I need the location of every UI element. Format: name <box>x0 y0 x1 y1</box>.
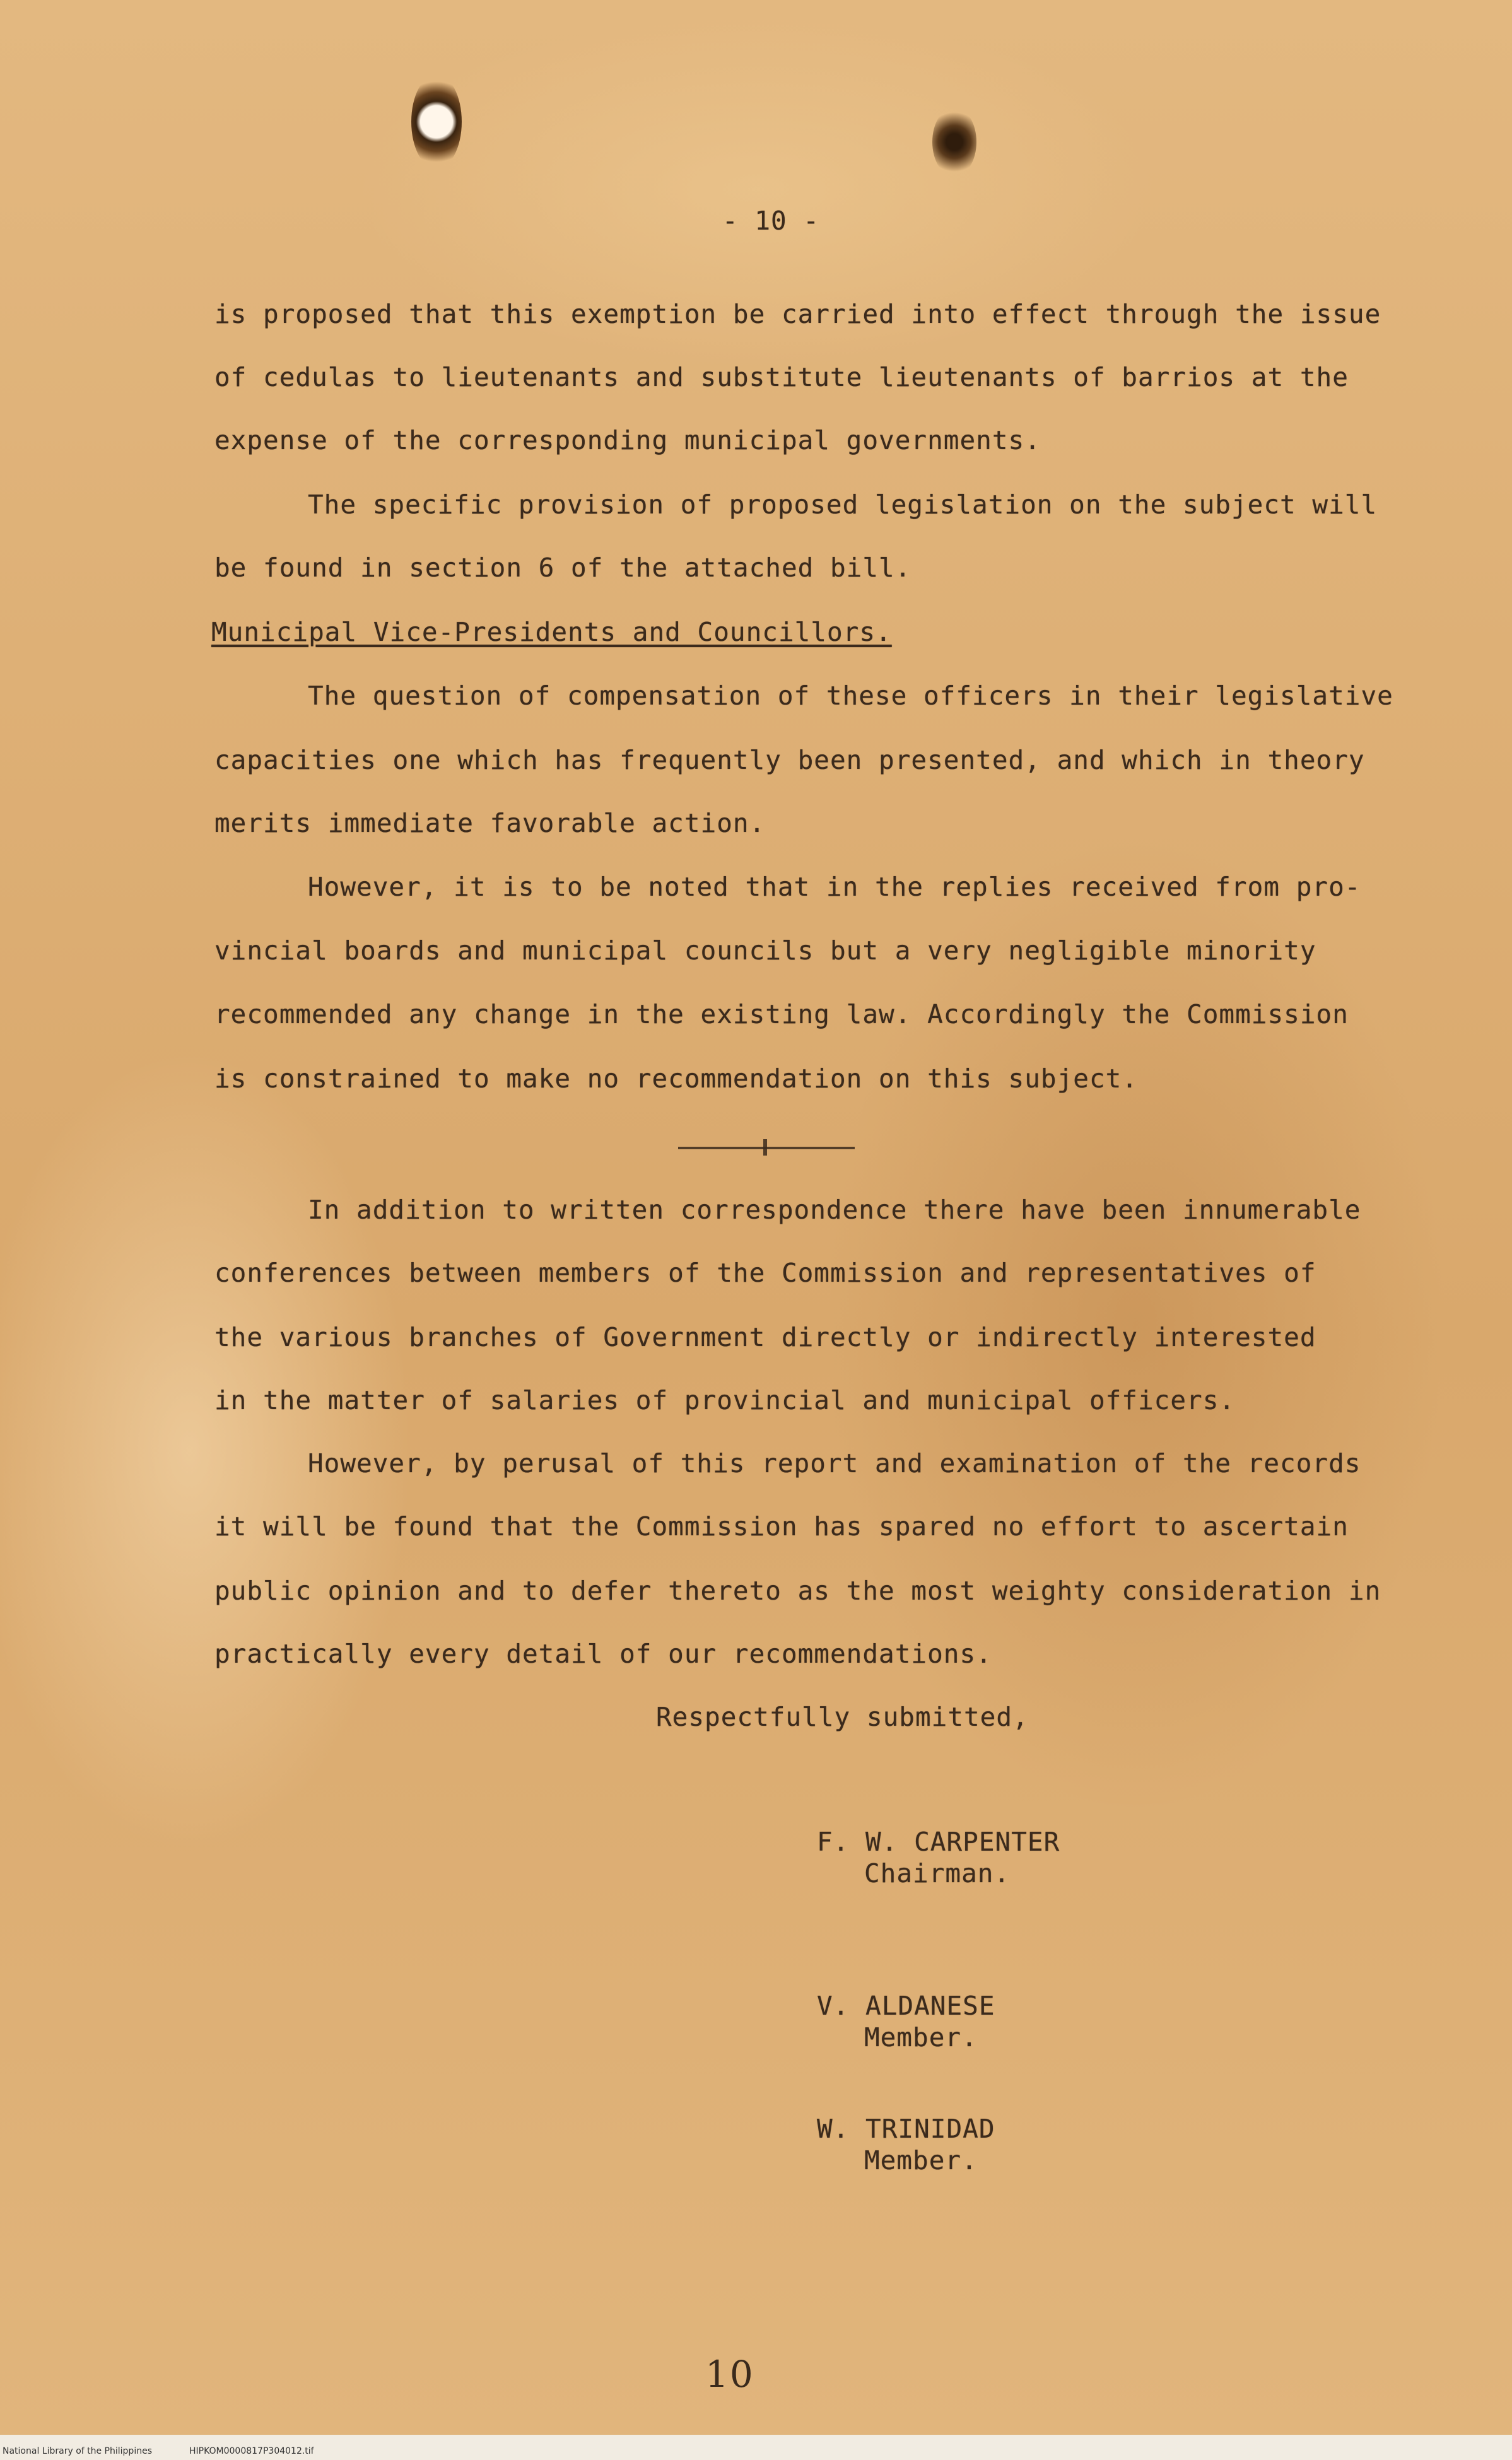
body-line: public opinion and to defer thereto as the most weighty consideration in <box>214 1576 1381 1606</box>
body-line: of cedulas to lieutenants and substitute lieutenants of barrios at the <box>214 362 1349 392</box>
body-line: in the matter of salaries of provincial and municipal officers. <box>214 1385 1236 1415</box>
body-line: it will be found that the Commission has spared no effort to ascertain <box>214 1511 1349 1542</box>
body-line: In addition to written correspondence there have been innumerable <box>308 1195 1361 1225</box>
body-line: merits immediate favorable action. <box>214 808 766 838</box>
file-name: HIPKOM0000817P304012.tif <box>189 2446 314 2456</box>
body-line: the various branches of Government directly or indirectly interested <box>214 1322 1316 1352</box>
handwritten-page-number: 10 <box>705 2353 754 2396</box>
body-line: is constrained to make no recommendation on this subject. <box>214 1063 1138 1094</box>
body-line: vincial boards and municipal councils but a very negligible minority <box>214 935 1316 966</box>
body-line: The question of compensation of these officers in their legislative <box>308 681 1393 711</box>
burn-hole-left <box>411 74 462 169</box>
signatory-title: Chairman. <box>864 1858 1011 1889</box>
signatory-name: W. TRINIDAD <box>817 2114 995 2144</box>
body-line: recommended any change in the existing law. Accordingly the Commission <box>214 999 1349 1029</box>
section-heading: Municipal Vice-Presidents and Councillors. <box>211 617 892 647</box>
body-line: The specific provision of proposed legislation on the subject will <box>308 489 1378 520</box>
library-credit: National Library of the Philippines <box>3 2446 152 2456</box>
burn-mark-right <box>932 107 976 177</box>
signatory-name: F. W. CARPENTER <box>817 1827 1060 1857</box>
section-divider-tick <box>763 1139 767 1156</box>
signatory-title: Member. <box>864 2022 978 2053</box>
signatory-name: V. ALDANESE <box>817 1991 995 2021</box>
body-line: is proposed that this exemption be carried into effect through the issue <box>214 299 1381 329</box>
body-line: conferences between members of the Commission and representatives of <box>214 1258 1316 1288</box>
body-line: However, by perusal of this report and examination of the records <box>308 1448 1361 1479</box>
body-line: capacities one which has frequently been presented, and which in theory <box>214 745 1365 775</box>
page-number: - 10 - <box>722 206 820 236</box>
scan-footer <box>0 2441 1512 2460</box>
body-line: practically every detail of our recommendations. <box>214 1639 992 1669</box>
body-line: However, it is to be noted that in the replies received from pro- <box>308 872 1361 902</box>
body-line: be found in section 6 of the attached bill. <box>214 553 911 583</box>
closing-salutation: Respectfully submitted, <box>656 1702 1029 1732</box>
signatory-title: Member. <box>864 2145 978 2176</box>
body-line: expense of the corresponding municipal governments. <box>214 425 1041 455</box>
